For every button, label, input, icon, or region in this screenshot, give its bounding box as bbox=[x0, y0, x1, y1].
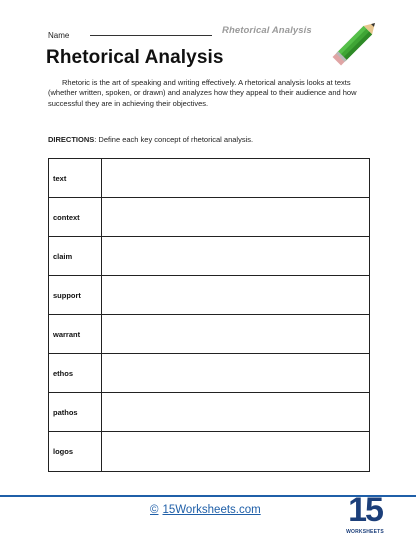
header-tag: Rhetorical Analysis bbox=[222, 25, 312, 36]
footer-site-link[interactable] bbox=[150, 504, 261, 516]
footer-site-text: 15Worksheets.com bbox=[162, 504, 261, 516]
table-row bbox=[49, 432, 369, 471]
concept-label: logos bbox=[53, 447, 73, 456]
concept-label: ethos bbox=[53, 368, 74, 378]
concept-label: context bbox=[53, 212, 80, 222]
concept-label: claim bbox=[53, 251, 73, 261]
table-row bbox=[49, 159, 369, 198]
table-row bbox=[49, 315, 369, 354]
page-title: Rhetorical Analysis bbox=[46, 47, 224, 68]
directions-label: DIRECTIONS bbox=[48, 135, 95, 144]
name-field bbox=[48, 24, 69, 40]
directions-text: : Define each key concept of rhetorical analysis. bbox=[94, 135, 254, 144]
directions bbox=[48, 135, 368, 145]
concept-label: warrant bbox=[53, 329, 81, 339]
table-row bbox=[49, 198, 369, 237]
table-row bbox=[49, 276, 369, 315]
name-line bbox=[90, 35, 212, 36]
table-row bbox=[49, 393, 369, 432]
worksheets-logo bbox=[345, 491, 385, 540]
name-label: Name bbox=[48, 31, 70, 40]
concept-label: text bbox=[53, 173, 67, 183]
logo-word: WORKSHEETS bbox=[346, 529, 384, 535]
copyright-symbol: © bbox=[150, 504, 159, 516]
intro-paragraph: Rhetoric is the art of speaking and writing effectively. A rhetorical analysis looks at texts (whether written, spoken, or drawn) and analyzes how they appeal to their audience and how successful they are in achieving their objectives. bbox=[48, 78, 357, 108]
concept-label: support bbox=[53, 290, 81, 300]
table-row bbox=[49, 237, 369, 276]
concept-table bbox=[48, 158, 370, 472]
pencil-icon bbox=[330, 10, 386, 70]
concept-label: pathos bbox=[53, 407, 78, 417]
logo-number: 15 bbox=[348, 491, 382, 529]
table-row bbox=[49, 354, 369, 393]
